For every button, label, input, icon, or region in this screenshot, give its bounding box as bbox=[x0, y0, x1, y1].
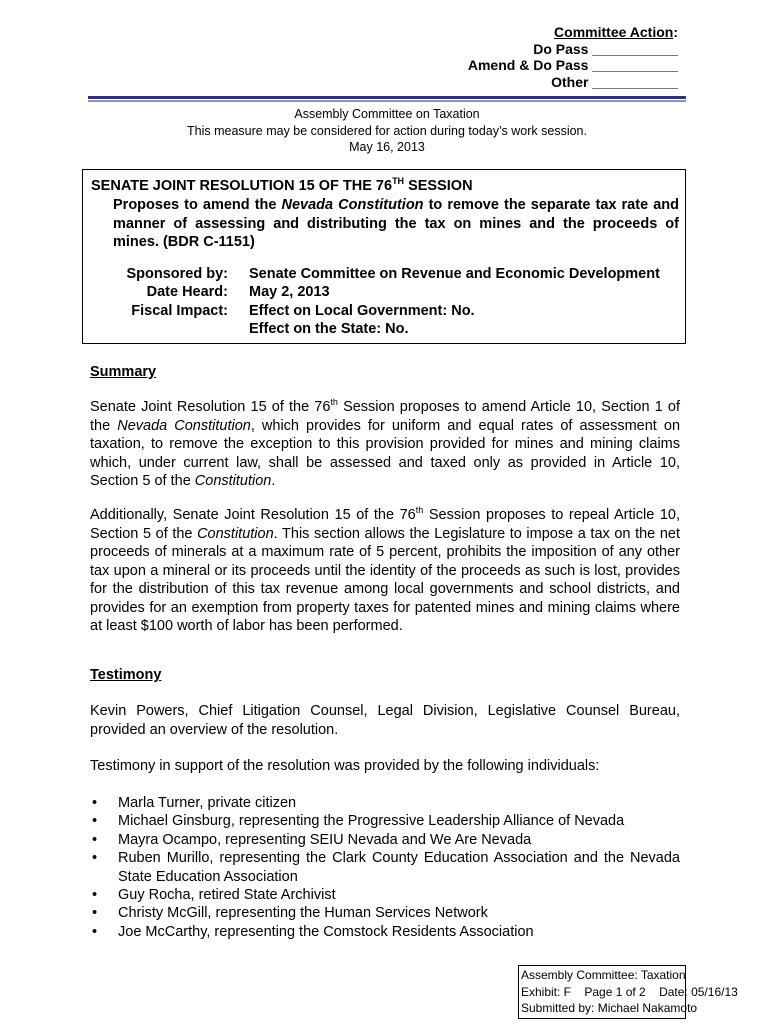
testimony-item-text: Michael Ginsburg, representing the Progressive Leadership Alliance of Nevada bbox=[118, 813, 625, 830]
summary-p2-text: Additionally, Senate Joint Resolution 15 of the 76 bbox=[90, 507, 416, 523]
bullet-icon: • bbox=[92, 905, 98, 922]
amend-do-pass-line: Amend & Do Pass ___________ bbox=[467, 57, 678, 73]
bullet-icon: • bbox=[92, 813, 98, 830]
exhibit-line-2: Exhibit: F Page 1 of 2 Date: 05/16/13 bbox=[521, 984, 738, 999]
summary-p1-text-2: Session proposes to amend Article 10, Section 1 of the bbox=[90, 399, 680, 434]
do-pass-line: Do Pass ___________ bbox=[533, 40, 678, 57]
meeting-date: May 16, 2013 bbox=[349, 140, 425, 154]
testimony-list-item bbox=[90, 849, 680, 886]
testimony-list-item bbox=[90, 812, 680, 830]
sponsored-value: Senate Committee on Revenue and Economic Development bbox=[249, 266, 660, 282]
bullet-icon: • bbox=[92, 795, 98, 811]
summary-paragraph-2 bbox=[90, 506, 680, 636]
header-divider bbox=[88, 96, 686, 102]
bill-desc-text: Proposes to amend the bbox=[113, 197, 282, 213]
bullet-icon: • bbox=[92, 850, 98, 867]
exhibit-box bbox=[518, 965, 738, 1019]
date-heard-label: Date Heard: bbox=[146, 284, 228, 300]
work-session-note: This measure may be considered for action during today’s work session. bbox=[187, 123, 587, 138]
bill-title-text: SENATE JOINT RESOLUTION 15 OF THE 76 bbox=[91, 178, 393, 194]
testimony-list-item bbox=[90, 886, 680, 904]
testimony-item-text: Guy Rocha, retired State Archivist bbox=[118, 887, 336, 904]
meeting-header bbox=[88, 106, 686, 156]
fiscal-state-value: Effect on the State: No. bbox=[249, 321, 409, 337]
testimony-item-text: Joe McCarthy, representing the Comstock Residents Association bbox=[118, 923, 534, 940]
bill-title-sup: TH bbox=[392, 176, 405, 186]
testimony-item-text: Ruben Murillo, representing the Clark County Education Association and the Nevada State Education Association bbox=[118, 850, 680, 885]
bill-info-box bbox=[82, 169, 686, 344]
committee-name: Assembly Committee on Taxation bbox=[294, 107, 480, 121]
summary-p2-italic: Constitution bbox=[197, 525, 274, 542]
fiscal-impact-label: Fiscal Impact: bbox=[131, 303, 228, 319]
testimony-item-text: Mayra Ocampo, representing SEIU Nevada and We Are Nevada bbox=[118, 831, 532, 848]
testimony-paragraph-2: Testimony in support of the resolution was provided by the following individuals: bbox=[90, 758, 600, 774]
bullet-icon: • bbox=[92, 887, 98, 904]
bill-title-suffix: SESSION bbox=[404, 178, 473, 194]
committee-action-heading: Committee Action bbox=[554, 24, 674, 40]
summary-p1-italic-2: Constitution bbox=[194, 473, 272, 489]
testimony-list-item bbox=[90, 794, 680, 812]
testimony-heading: Testimony bbox=[90, 667, 162, 683]
other-line: Other ___________ bbox=[551, 73, 678, 90]
exhibit-line-1: Assembly Committee: Taxation bbox=[521, 968, 686, 982]
testimony-list bbox=[90, 794, 680, 941]
bill-description bbox=[113, 196, 679, 252]
bill-desc-italic: Nevada Constitution bbox=[281, 197, 424, 213]
testimony-list-item bbox=[90, 923, 680, 941]
testimony-paragraph-1: Kevin Powers, Chief Litigation Counsel, Legal Division, Legislative Counsel Bureau, provided an overview of the resolution. bbox=[90, 703, 680, 738]
summary-p1-sup: th bbox=[330, 397, 338, 407]
testimony-item-text: Marla Turner, private citizen bbox=[118, 795, 297, 811]
summary-heading: Summary bbox=[90, 364, 157, 380]
bullet-icon: • bbox=[92, 923, 98, 940]
committee-action-colon: : bbox=[673, 24, 678, 40]
exhibit-line-3: Submitted by: Michael Nakamoto bbox=[521, 1001, 698, 1015]
summary-p1-text-4: . bbox=[271, 473, 276, 489]
summary-p1-text: Senate Joint Resolution 15 of the 76 bbox=[90, 399, 331, 415]
testimony-item-text: Christy McGill, representing the Human Services Network bbox=[118, 905, 488, 922]
summary-p2-sup: th bbox=[415, 505, 424, 515]
testimony-list-item bbox=[90, 831, 680, 849]
summary-p2-text-2: Session proposes to repeal Article 10, Section 5 of the bbox=[90, 507, 680, 542]
committee-action-block bbox=[468, 24, 678, 90]
bill-title bbox=[91, 178, 473, 194]
summary-p2-text-3: . This section allows the Legislature to impose a tax on the net proceeds of minerals at a maximum rate of 5 percent, prohibits the imposition of any other tax upon a mineral or its proceeds until the identity of the proceeds as such is lost, provides for the distribution of this tax revenue among local governments and school districts, and provides for an exemption from property taxes for patented mines and mining claims where at least $100 worth of labor has been performed. bbox=[90, 525, 681, 634]
bullet-icon: • bbox=[92, 831, 98, 848]
summary-paragraph-1 bbox=[90, 398, 680, 491]
bill-desc-text-2: to remove the separate tax rate and manner of assessing and distributing the tax on mines and the proceeds of mines. (BDR C-1151) bbox=[113, 197, 679, 250]
summary-p1-text-3: , which provides for uniform and equal rates of assessment on taxation, to remove the exception to this provision provided for mines and mining claims which, under current law, shall be assessed and taxed only as provided in Article 10, Section 5 of the bbox=[90, 417, 681, 489]
testimony-list-item bbox=[90, 904, 680, 922]
sponsored-label: Sponsored by: bbox=[126, 266, 228, 282]
fiscal-local-value: Effect on Local Government: No. bbox=[249, 303, 475, 319]
summary-p1-italic: Nevada Constitution bbox=[117, 417, 251, 434]
date-heard-value: May 2, 2013 bbox=[249, 284, 330, 300]
